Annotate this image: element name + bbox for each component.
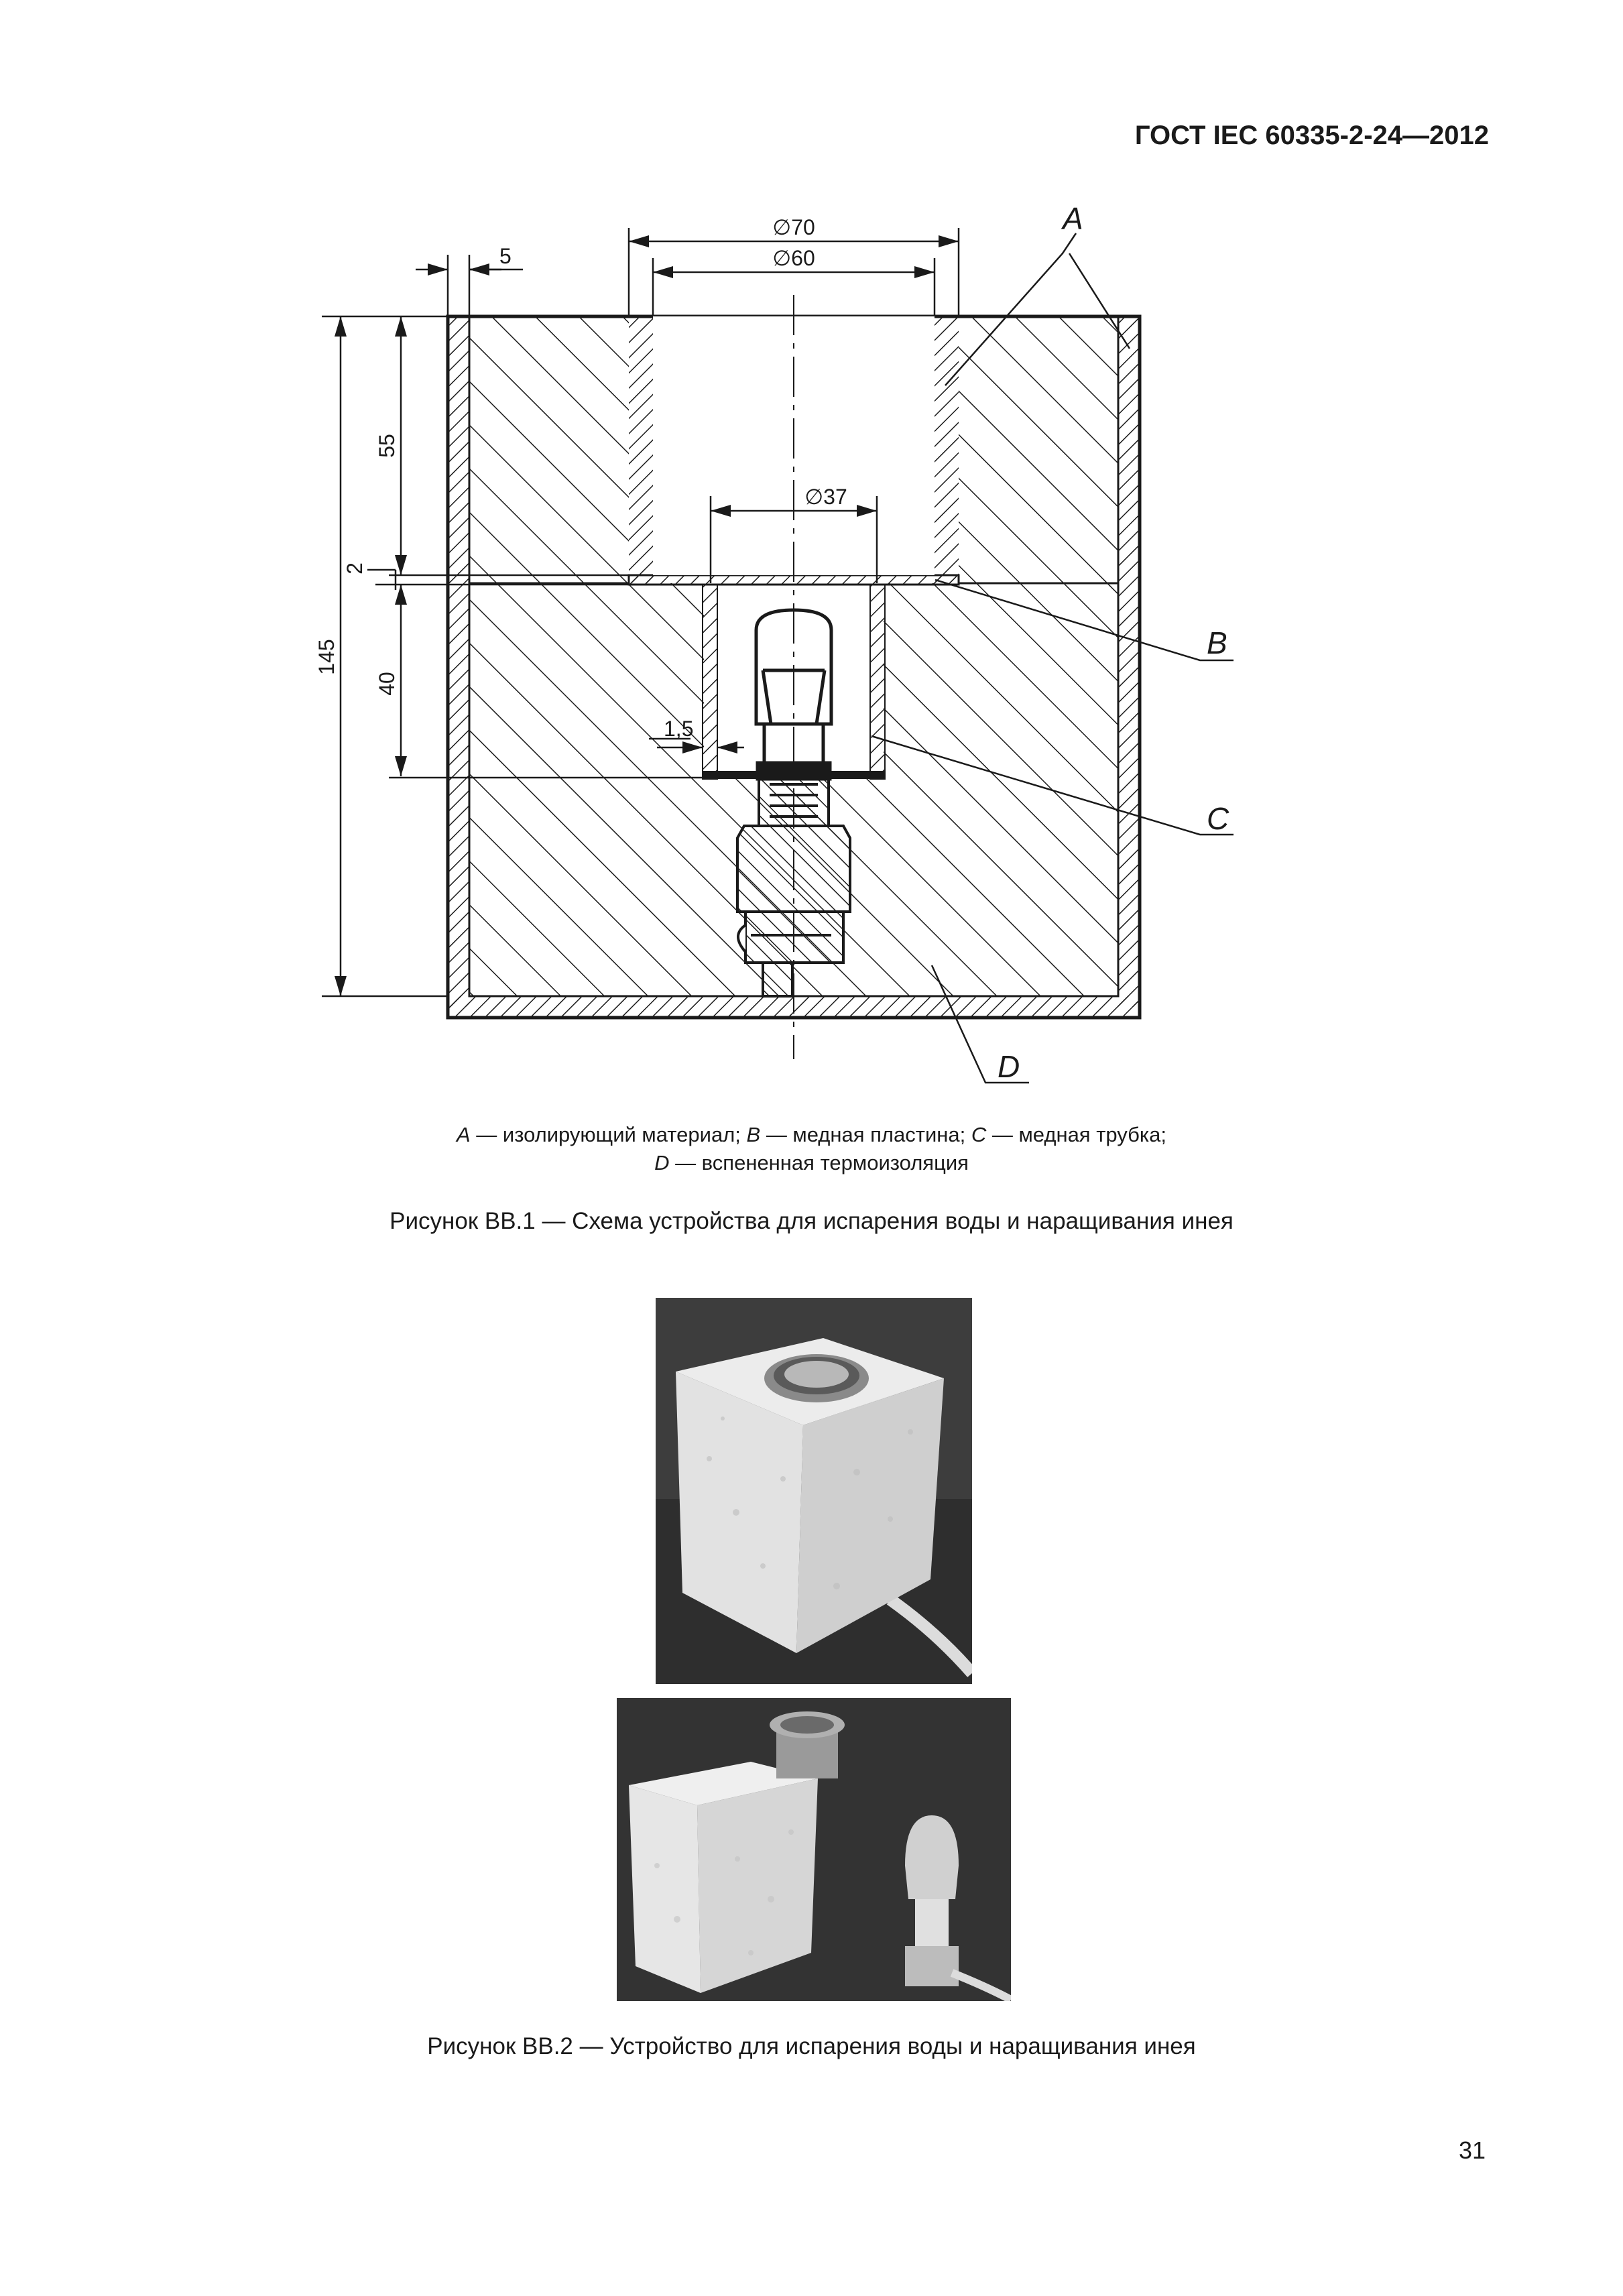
label-d: D: [998, 1049, 1020, 1084]
legend-key-a: A: [456, 1123, 471, 1146]
legend-text-d: — вспененная термоизоляция: [669, 1151, 969, 1174]
legend-text-c: — медная трубка;: [986, 1123, 1167, 1146]
dim-2: 2: [343, 562, 367, 575]
dim-55: 55: [375, 434, 399, 458]
standard-header: ГОСТ IEC 60335-2-24—2012: [1134, 121, 1489, 150]
legend-key-b: B: [746, 1123, 761, 1146]
legend-text-b: — медная пластина;: [760, 1123, 971, 1146]
legend-text-a: — изолирующий материал;: [470, 1123, 747, 1146]
legend-key-d: D: [654, 1151, 670, 1174]
figure1-legend: [0, 1121, 1623, 1177]
figure1-caption: Рисунок ВВ.1 — Схема устройства для испарения воды и наращивания инея: [389, 1208, 1234, 1234]
figure2-caption: Рисунок ВВ.2 — Устройство для испарения воды и наращивания инея: [427, 2033, 1196, 2059]
photo-device-top: [656, 1298, 972, 1684]
dim-1-5: 1,5: [664, 717, 694, 741]
legend-key-c: C: [971, 1123, 987, 1146]
legend-line-1: [0, 1121, 1623, 1149]
legend-line-2: [0, 1149, 1623, 1177]
dim-d70: ∅70: [772, 215, 815, 239]
dim-d37: ∅37: [804, 485, 847, 509]
dim-40: 40: [375, 672, 399, 696]
page-number: 31: [1458, 2136, 1486, 2164]
dim-145: 145: [314, 639, 339, 675]
dim-d60: ∅60: [772, 246, 815, 270]
label-b: B: [1207, 625, 1227, 660]
dim-5: 5: [499, 244, 512, 268]
device-schematic: [0, 0, 1623, 1140]
label-c: C: [1207, 801, 1229, 836]
photo-device-disassembled: [617, 1698, 1011, 2001]
label-a: A: [1063, 201, 1083, 236]
